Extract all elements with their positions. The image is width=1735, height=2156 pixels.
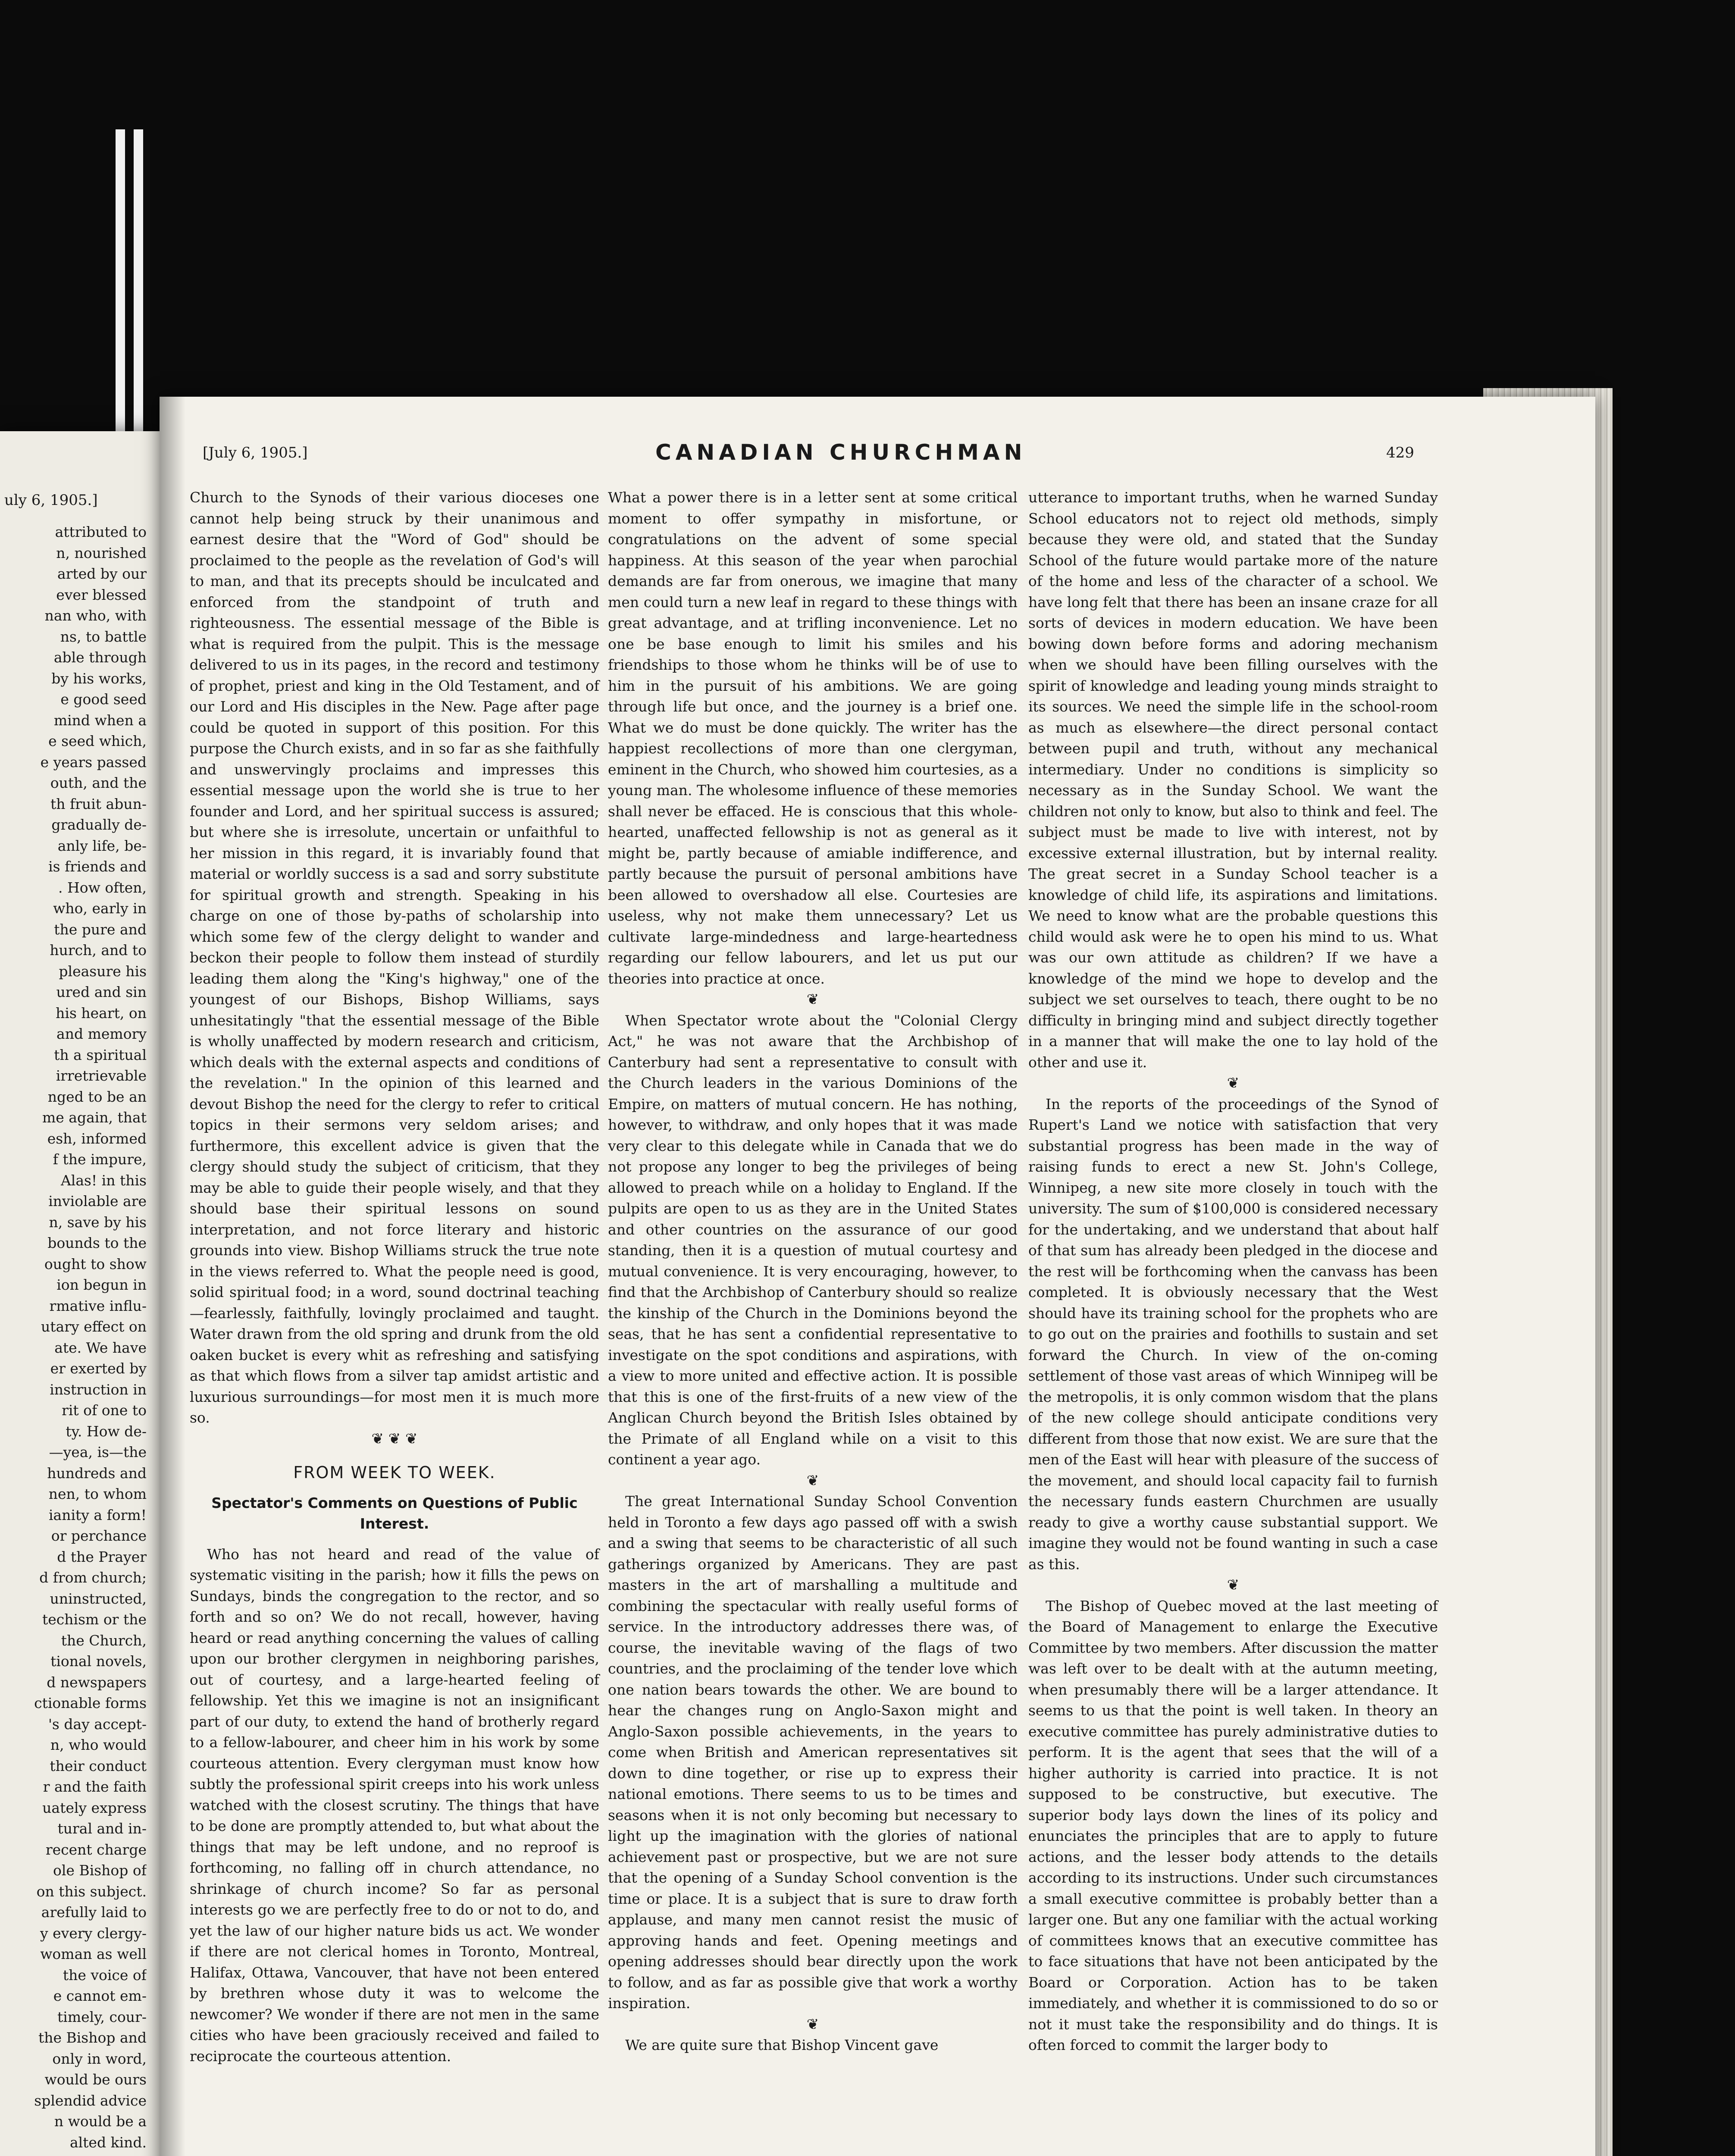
text-line: on this subject.	[36, 1883, 147, 1900]
text-line: the Church,	[61, 1632, 147, 1649]
text-line: ought to show	[44, 1255, 147, 1272]
text-line: recent charge	[45, 1841, 147, 1858]
text-line: n would be a	[54, 2113, 147, 2130]
text-line: is friends and	[48, 858, 147, 875]
ornament-divider: ❦	[806, 991, 819, 1008]
text-line: hurch, and to	[50, 942, 147, 959]
text-line: th fruit abun-	[50, 795, 147, 812]
text-line: bounds to the	[47, 1235, 147, 1251]
text-line: ty. How de-	[66, 1423, 147, 1440]
text-line: would be ours	[44, 2071, 147, 2088]
text-line: uninstructed,	[50, 1590, 147, 1607]
text-line: e years passed	[40, 753, 147, 771]
text-line: d newspapers	[47, 1673, 147, 1691]
text-line: rit of one to	[62, 1402, 147, 1419]
text-line: by his works,	[51, 670, 147, 687]
text-line: anly life, be-	[57, 837, 147, 854]
newspaper-page	[160, 397, 1595, 2156]
paragraph: In the reports of the proceedings of the Synod of Rupert's Land we notice with satisfaction that very substantial progress has been made in the way of raising funds to erect a new St. John's College, Winnipeg, a new site more closely in touch with the university. The sum of $100,000 is considered necessary for the undertaking, and we understand that about half of that sum has already been pledged in the diocese and the rest will be forthcoming when the canvass has been completed. It is obviously necessary that the West should have its training school for the prophets who are to go out on the prairies and foothills to sustain and set forward the Church. In view of the on-coming settlement of those vast areas of which Winnipeg will be the metropolis, it is only common wisdom that the plans of the new college should anticipate conditions very different from those that now exist. We are sure that the men of the East will hear with pleasure of the success of the movement, and should local capacity fail to furnish the necessary funds eastern Churchmen are usually ready to give a worthy cause substantial support. We imagine they would not be found wanting in such a case as this.	[1028, 1095, 1438, 1573]
text-line: rmative influ-	[49, 1297, 147, 1314]
text-line: d the Prayer	[57, 1548, 147, 1565]
text-line: splendid advice	[34, 2092, 147, 2109]
text-line: 's day accept-	[48, 1715, 147, 1733]
text-line: e seed which,	[48, 733, 147, 749]
text-line: outh, and the	[50, 774, 147, 791]
paragraph: Who has not heard and read of the value of systematic visiting in the parish; how it fills the pews on Sundays, binds the congregation to the rector, and so forth and so on? We do not recall, however, having heard or read anything concerning the values of calling upon our brother clergymen in neighboring parishes, out of courtesy, and a large-hearted feeling of fellowship. Yet this we imagine is not an insignificant part of our duty, to extend the hand of brotherly regard to a fellow-labourer, and cheer him in his work by some courteous attention. Every clergyman must know how subtly the professional spirit creeps into his work unless watched with the closest scrutiny. The things that have to be done are promptly attended to, but what about the things that may be left undone, and no reproof is forthcoming, no falling off in church attendance, no shrinkage of church income? So far as personal interests go we are perfectly free to do or not to do, and yet the law of our higher nature bids us act. We wonder if there are not clerical homes in Toronto, Montreal, Halifax, Ottawa, Vancouver, that have not been entered by brethren whose duty it was to welcome the newcomer? We wonder if there are not men in the same cities who have been graciously received and failed to reciprocate the courteous attention.	[190, 1545, 599, 2065]
text-line: ever blessed	[56, 586, 147, 603]
left-page-header: uly 6, 1905.]	[4, 492, 98, 509]
text-line: utary effect on	[41, 1318, 147, 1335]
text-line: ion begun in	[56, 1276, 147, 1293]
text-line: n, who would	[50, 1736, 147, 1753]
text-line: gradually de-	[51, 816, 147, 833]
text-line: ole Bishop of	[53, 1862, 147, 1879]
text-line: nged to be an	[47, 1088, 147, 1105]
text-line: n, nourished	[56, 544, 147, 561]
paragraph: utterance to important truths, when he warned Sunday School educators not to reject old methods, simply because they were old, and stated that the Sunday School of the future would partake more of the nature of the home and less of the character of a school. We have long felt that there has been an insane craze for all sorts of devices in modern education. We have been bowing down before forms and adoring mechanism when we should have been filling ourselves with the spirit of knowledge and leading young minds straight to its sources. We need the simple life in the school-room as much as elsewhere—the direct personal contact between pupil and truth, without any mechanical intermediary. Under no conditions is simplicity so necessary as in the Sunday School. We want the children not only to know, but also to think and feel. The subject must be made to live with interest, not by excessive external illustration, but by internal reality. The great secret in a Sunday School teacher is a knowledge of child life, its aspirations and limitations. We need to know what are the probable questions this child would ask were he to open his mind to us. What was our own attitude as children? If we have a knowledge of the mind we hope to develop and the subject we set ourselves to teach, there ought to be no difficulty in bringing mind and subject directly together in a manner that will make the one to lay hold of the other and use it.	[1028, 489, 1438, 1071]
text-line: e good seed	[60, 691, 147, 708]
text-line: inviolable are	[48, 1193, 147, 1210]
text-line: irretrievable	[56, 1067, 147, 1084]
text-line: arefully laid to	[41, 1904, 147, 1921]
text-line: f the impure,	[53, 1151, 147, 1168]
paragraph: The Bishop of Quebec moved at the last meeting of the Board of Management to enlarge the Executive Committee by two members. After discussion the matter was left over to be dealt with at the autumn meeting, when presumably there will be a larger attendance. It seems to us that the point is well taken. In theory an executive committee has purely administrative duties to perform. It is the agent that sees that the will of a higher authority is carried into practice. It is not supposed to be constructive, but executive. The superior body lays down the lines of its policy and enunciates the principles that are to apply to future actions, and the lesser body attends to the details according to its instructions. Under such circumstances a small executive committee is probably better than a larger one. But any one familiar with the actual working of committees knows that an executive committee has to face situations that have not been anticipated by the Board or Corporation. Action has to be taken immediately, and whether it is commissioned to do so or not it must take the responsibility and do things. It is often forced to commit the larger body to	[1028, 1597, 1438, 2053]
text-line: ate. We have	[54, 1339, 147, 1356]
left-page-text	[4, 522, 147, 2153]
gutter-shadow	[160, 397, 185, 2156]
column-1	[190, 487, 599, 2067]
text-line: —yea, is—the	[49, 1444, 147, 1460]
column-2	[608, 487, 1018, 2056]
ornament-divider: ❦ ❦ ❦	[371, 1430, 418, 1448]
text-line: y every clergy-	[40, 1924, 147, 1942]
text-line: ctionable forms	[34, 1695, 147, 1711]
page-number: 429	[1386, 444, 1414, 461]
ornament-divider: ❦	[806, 1472, 819, 1489]
text-line: attributed to	[55, 523, 147, 540]
text-line: . How often,	[58, 879, 147, 896]
section-heading: FROM WEEK TO WEEK.	[293, 1463, 496, 1482]
text-line: hundreds and	[47, 1464, 147, 1482]
text-line: me again, that	[42, 1109, 147, 1126]
text-line: pleasure his	[59, 962, 147, 980]
text-line: uately express	[42, 1799, 147, 1816]
text-line: the voice of	[63, 1966, 147, 1984]
text-line: ns, to battle	[60, 628, 147, 645]
text-line: e cannot em-	[53, 1987, 147, 2004]
text-line: able through	[53, 649, 147, 666]
text-line: the Bishop and	[38, 2029, 147, 2046]
film-edge-mark	[116, 129, 125, 440]
text-line: esh, informed	[47, 1130, 147, 1147]
text-line: arted by our	[57, 565, 147, 582]
text-line: th a spiritual	[54, 1046, 147, 1063]
page-date: [July 6, 1905.]	[203, 444, 308, 461]
text-line: and memory	[56, 1025, 147, 1042]
paragraph: The great International Sunday School Convention held in Toronto a few days ago passed off with a swish and a swing that seems to be characteristic of all such gatherings organized by Americans. They are past masters in the art of marshalling a multitude and combining the spectacular with really useful forms of service. In the introductory addresses there was, of course, the inevitable waving of the flags of two countries, and the proclaiming of the tender love which one nation bears towards the other. We are bound to hear the changes rung on Anglo-Saxon might and Anglo-Saxon possible achievements, in the years to come when British and American representatives sit down to dine together, or rise up to express their national emotions. There seems to us to be times and seasons when it is not only becoming but necessary to light up the imagination with the glories of national achievement past or prospective, but we are not sure that the opening of a Sunday School convention is the time or place. It is a subject that is sure to draw forth applause, and many men cannot resist the music of approving hands and feet. Opening meetings and opening addresses should bear directly upon the work to follow, and as far as possible give that work a worthy inspiration.	[608, 1493, 1018, 2012]
text-line: nan who, with	[44, 607, 147, 624]
text-line: ianity a form!	[48, 1506, 147, 1523]
text-line: Alas! in this	[60, 1172, 147, 1189]
running-title: CANADIAN CHURCHMAN	[655, 440, 1027, 465]
text-line: n, save by his	[49, 1213, 147, 1231]
text-line: or perchance	[51, 1527, 147, 1544]
paragraph: Church to the Synods of their various dioceses one cannot help being struck by their unanimous and earnest desire that the "Word of God" should be proclaimed to the people as the revelation of God's will to man, and that its precepts should be inculcated and enforced from the standpoint of truth and righteousness. The essential message of the Bible is what is required from the pulpit. This is the message delivered to us in its pages, in the record and testimony of prophet, priest and king in the Old Testament, and of our Lord and His disciples in the New. Page after page could be quoted in support of this position. For this purpose the Church exists, and in so far as she faithfully and unswervingly proclaims and impresses this essential message upon the world she is true to her founder and Lord, and her spiritual success is assured; but where she is irresolute, uncertain or unfaithful to her mission in this regard, it is invariably found that material or worldly success is a sad and sorry substitute for spiritual growth and strength. Speaking in his charge on one of those by-paths of scholarship into which some few of the clergy delight to wander and beckon their people to follow them instead of sturdily leading them along the "King's highway," one of the youngest of our Bishops, Bishop Williams, says unhesitatingly "that the essential message of the Bible is wholly unaffected by modern research and criticism, which deals with the external aspects and conditions of the revelation." In the opinion of this learned and devout Bishop the need for the clergy to refer to critical topics in their sermons very seldom arises; and furthermore, this excellent advice is given that the clergy should study the subject of criticism, that they may be able to guide their people wisely, and that they should base their spiritual lessons on sound interpretation, and not force literary and historic grounds into view. Bishop Williams struck the true note in the views referred to. What the people need is good, solid spiritual food; in a word, sound doctrinal teaching—fearlessly, faithfully, lovingly proclaimed and taught. Water drawn from the old spring and drunk from the old oaken bucket is every whit as refreshing and satisfying as that which flows from a silver tap amidst artistic and luxurious surroundings—for most men it is much more so.	[190, 489, 599, 1426]
text-line: tional novels,	[50, 1653, 147, 1670]
text-line: tural and in-	[57, 1820, 147, 1837]
ornament-divider: ❦	[1227, 1576, 1240, 1594]
text-line: r and the faith	[43, 1778, 147, 1795]
section-subheading: Spectator's Comments on Questions of Public Interest.	[211, 1494, 578, 1532]
text-line: er exerted by	[50, 1360, 147, 1377]
text-line: techism or the	[42, 1611, 147, 1628]
text-line: instruction in	[50, 1381, 147, 1398]
text-line: who, early in	[53, 900, 147, 917]
paragraph: What a power there is in a letter sent at some critical moment to offer sympathy in misfortune, or congratulations on the advent of some special happiness. At this season of the year when parochial demands are far from onerous, we imagine that many men could turn a new leaf in regard to these things with great advantage, and at trifling inconvenience. Let no one be base enough to limit his smiles and his friendships to those whom he thinks will be of use to him in the pursuit of his ambitions. We are going through life but once, and the journey is a brief one. What we do must be done quickly. The writer has the happiest recollections of more than one clergyman, eminent in the Church, who showed him courtesies, as a young man. The wholesome influence of these memories shall never be effaced. He is conscious that this whole-hearted, unaffected fellowship is not as general as it might be, partly because of amiable indifference, and partly because the pursuit of personal ambitions have been allowed to overshadow all else. Courtesies are useless, why not make them unnecessary? Let us cultivate large-mindedness and large-heartedness regarding our fellow labourers, and let us put our theories into practice at once.	[608, 489, 1018, 987]
film-edge-mark	[134, 129, 143, 440]
ornament-divider: ❦	[1227, 1075, 1240, 1092]
text-line: their conduct	[50, 1757, 147, 1774]
text-line: d from church;	[39, 1569, 147, 1586]
text-line: ured and sin	[56, 984, 147, 1000]
text-line: mind when a	[53, 711, 147, 729]
text-line: the pure and	[54, 921, 147, 938]
left-page-fragment	[0, 431, 160, 2156]
paragraph: We are quite sure that Bishop Vincent gave	[625, 2037, 939, 2053]
column-3	[1028, 487, 1438, 2056]
ornament-divider: ❦	[806, 2015, 819, 2033]
text-line: only in word,	[52, 2050, 147, 2067]
text-line: woman as well	[40, 1946, 147, 1962]
text-line: his heart, on	[56, 1004, 147, 1022]
paragraph: When Spectator wrote about the "Colonial Clergy Act," he was not aware that the Archbishop of Canterbury had sent a representative to consult with the Church leaders in the various Dominions of the Empire, on matters of mutual concern. He has nothing, however, to withdraw, and only hopes that it was made very clear to this delegate while in Canada that we do not propose any longer to beg the privileges of being allowed to preach while on a holiday to England. If the pulpits are open to us as they are in the United States and other countries on the assurance of our good standing, then it is a question of mutual courtesy and mutual convenience. It is very encouraging, however, to find that the Archbishop of Canterbury should so realize the kinship of the Church in the Dominions beyond the seas, that he has sent a confidential representative to investigate on the spot conditions and aspirations, with a view to more united and effective action. It is possible that this is one of the first-fruits of a new view of the Anglican Church beyond the British Isles obtained by the Primate of all England while on a visit to this continent a year ago.	[608, 1012, 1018, 1468]
text-line: timely, cour-	[57, 2008, 147, 2025]
text-line: nen, to whom	[48, 1485, 147, 1502]
text-line: alted kind.	[69, 2134, 147, 2151]
